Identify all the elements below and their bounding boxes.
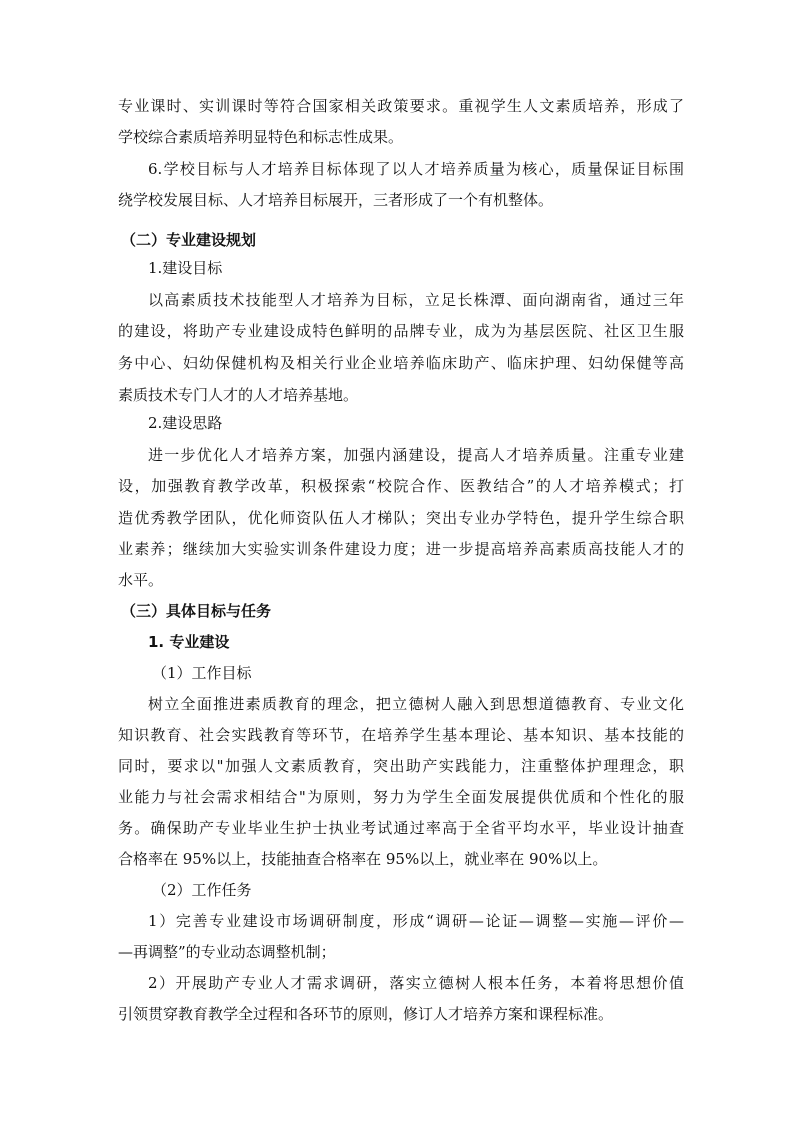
paragraph-line: 业能力与社会需求相结合"为原则，努力为学生全面发展提供优质和个性化的服 (118, 788, 684, 806)
item-heading: （2）工作任务 (152, 881, 252, 899)
paragraph-line: 2）开展助产专业人才需求调研，落实立德树人根本任务，本着将思想价值 (148, 974, 684, 992)
paragraph-line: 专业课时、实训课时等符合国家相关政策要求。重视学生人文素质培养，形成了 (118, 97, 684, 115)
item-heading: （1）工作目标 (152, 664, 252, 682)
paragraph-line: 进一步优化人才培养方案，加强内涵建设，提高人才培养质量。注重专业建 (148, 446, 684, 464)
paragraph-line: 素质技术专门人才的人才培养基地。 (118, 386, 359, 404)
paragraph-line: 知识教育、社会实践教育等环节，在培养学生基本理论、基本知识、基本技能的 (118, 726, 684, 744)
paragraph-line: —再调整”的专业动态调整机制； (118, 943, 336, 961)
section-heading: （三）具体目标与任务 (121, 602, 272, 620)
paragraph-line: 水平。 (118, 571, 164, 589)
subsection-heading: 1.建设目标 (148, 259, 223, 277)
paragraph-line: 1）完善专业建设市场调研制度，形成“调研—论证—调整—实施—评价— (148, 912, 684, 930)
paragraph-line: 同时，要求以"加强人文素质教育，突出助产实践能力，注重整体护理理念，职 (118, 757, 684, 775)
paragraph-line: 务中心、妇幼保健机构及相关行业企业培养临床助产、临床护理、妇幼保健等高 (118, 354, 684, 372)
paragraph-line: 设，加强教育教学改革，积极探索“校院合作、医教结合”的人才培养模式；打 (118, 477, 684, 495)
paragraph-line: 业素养；继续加大实验实训条件建设力度；进一步提高培养高素质高技能人才的 (118, 540, 684, 558)
paragraph-line: 6.学校目标与人才培养目标体现了以人才培养质量为核心，质量保证目标围 (148, 160, 684, 178)
paragraph-line: 的建设，将助产专业建设成特色鲜明的品牌专业，成为为基层医院、社区卫生服 (118, 322, 684, 340)
paragraph-line: 树立全面推进素质教育的理念，把立德树人融入到思想道德教育、专业文化 (148, 695, 684, 713)
paragraph-line: 引领贯穿教育教学全过程和各环节的原则，修订人才培养方案和课程标准。 (118, 1005, 614, 1023)
paragraph-line: 学校综合素质培养明显特色和标志性成果。 (118, 128, 404, 146)
paragraph-line: 务。确保助产专业毕业生护士执业考试通过率高于全省平均水平，毕业设计抽查 (118, 819, 684, 837)
paragraph-line: 绕学校发展目标、人才培养目标展开，三者形成了一个有机整体。 (118, 191, 554, 209)
section-heading: （二）专业建设规划 (121, 231, 257, 249)
paragraph-line: 造优秀教学团队，优化师资队伍人才梯队；突出专业办学特色，提升学生综合职 (118, 509, 684, 527)
paragraph-line: 合格率在 95%以上，技能抽查合格率在 95%以上，就业率在 90%以上。 (118, 850, 608, 868)
subsection-heading: 1. 专业建设 (148, 633, 230, 651)
paragraph-line: 以高素质技术技能型人才培养为目标，立足长株潭、面向湖南省，通过三年 (148, 291, 684, 309)
subsection-heading: 2.建设思路 (148, 414, 223, 432)
